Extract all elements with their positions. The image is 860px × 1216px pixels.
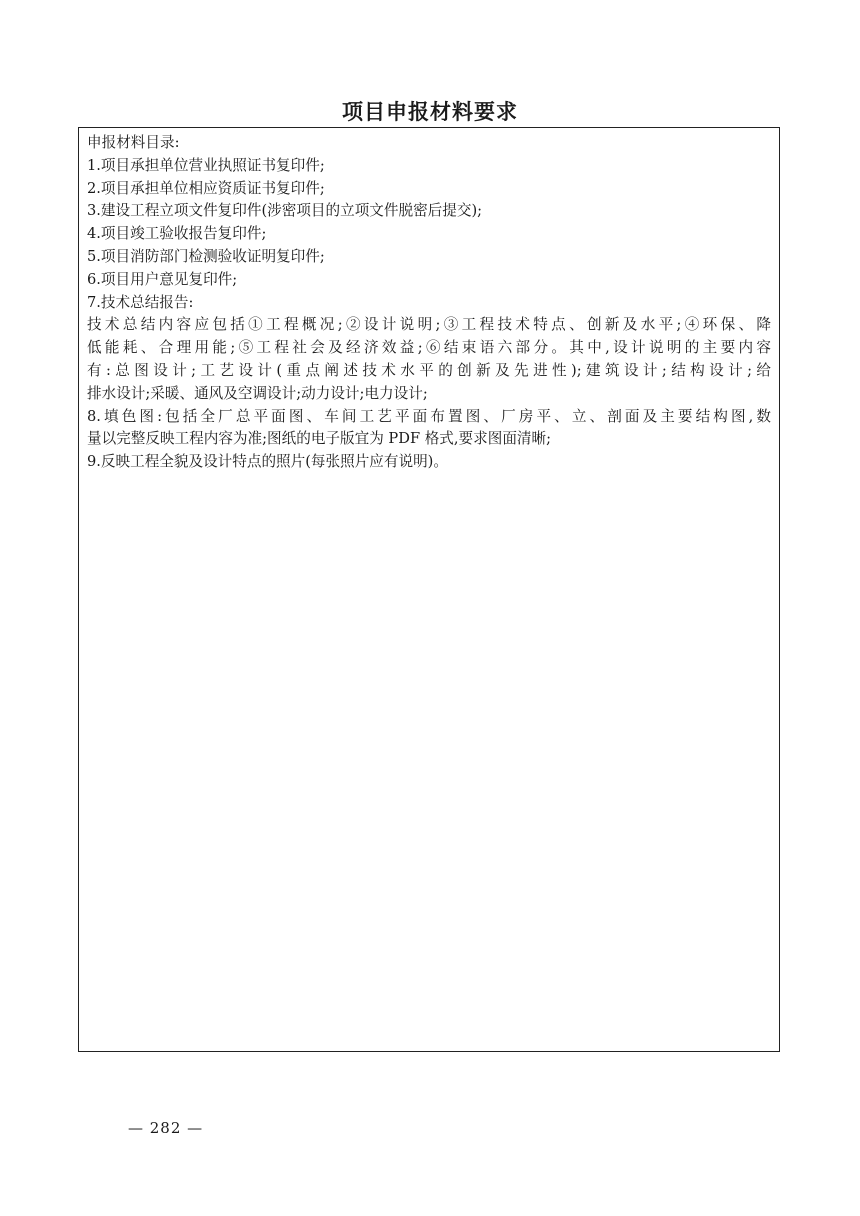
list-item: 5.项目消防部门检测验收证明复印件; <box>87 247 325 265</box>
list-item: 9.反映工程全貌及设计特点的照片(每张照片应有说明)。 <box>87 453 448 471</box>
paragraph-line: 排水设计;采暖、通风及空调设计;动力设计;电力设计; <box>87 384 428 402</box>
page-number: — 282 — <box>128 1119 204 1137</box>
paragraph-line: 低能耗、合理用能;⑤工程社会及经济效益;⑥结束语六部分。其中,设计说明的主要内容 <box>87 339 771 357</box>
requirements-box <box>78 127 780 1052</box>
catalog-heading: 申报材料目录: <box>87 134 180 151</box>
list-item: 6.项目用户意见复印件; <box>87 270 238 288</box>
list-item: 4.项目竣工验收报告复印件; <box>87 225 267 243</box>
list-item: 2.项目承担单位相应资质证书复印件; <box>87 179 325 197</box>
list-item: 1.项目承担单位营业执照证书复印件; <box>87 156 325 174</box>
paragraph-line: 有:总图设计;工艺设计(重点阐述技术水平的创新及先进性);建筑设计;结构设计;给 <box>87 361 771 379</box>
list-item: 8.填色图:包括全厂总平面图、车间工艺平面布置图、厂房平、立、剖面及主要结构图,数 <box>87 407 771 425</box>
paragraph-line: 量以完整反映工程内容为准;图纸的电子版宜为 PDF 格式,要求图面清晰; <box>87 430 552 448</box>
list-item: 7.技术总结报告: <box>87 293 194 311</box>
paragraph-line: 技术总结内容应包括①工程概况;②设计说明;③工程技术特点、创新及水平;④环保、降 <box>87 316 771 334</box>
page-title: 项目申报材料要求 <box>342 100 518 124</box>
list-item: 3.建设工程立项文件复印件(涉密项目的立项文件脱密后提交); <box>87 202 483 220</box>
